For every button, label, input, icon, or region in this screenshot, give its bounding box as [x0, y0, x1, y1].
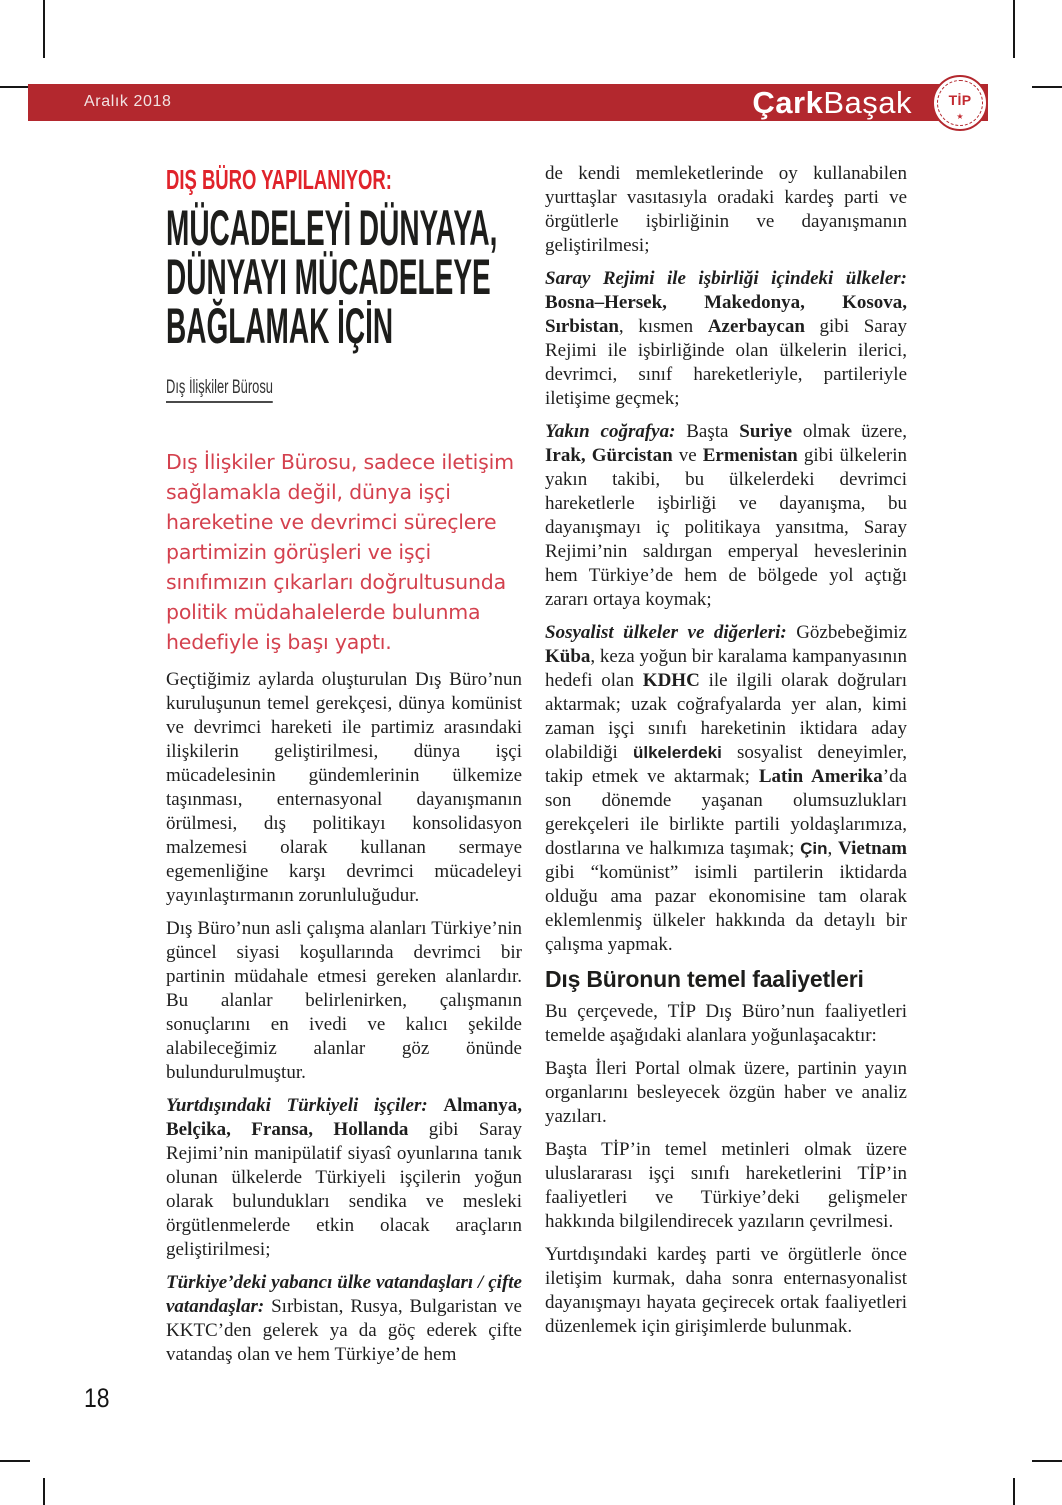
body-paragraph: [166, 1271, 522, 1367]
text-run: Suriye: [739, 421, 793, 442]
text-run: Bu çerçevede, TİP Dış Büro’nun faaliyetleri temelde aşağıdaki alanlara yoğunlaşacaktır:: [545, 1001, 907, 1047]
text-run: Sırbistan, Rusya, Bulgaristan ve KKTC’den gelerek ya da göç ederek çifte vatandaş olan ve hem Türkiye’de hem: [166, 1296, 522, 1365]
text-run: Yakın coğrafya:: [545, 421, 687, 442]
text-run: olmak üzere,: [792, 421, 907, 442]
crop-mark-top-right-h: [1032, 86, 1062, 88]
lead-paragraph: Dış İlişkiler Bürosu, sadece iletişim sağlamakla değil, dünya işçi hareketine ve devrimci süreçlere partimizin görüşleri ve işçi sınıfımızın çıkarları doğrultusunda politik müdahalelerde bulunma hedefiyle iş başı yaptı.: [166, 450, 514, 654]
text-run: Başta: [686, 421, 740, 442]
crop-mark-bottom-left-v: [43, 1478, 45, 1505]
text-run: gibi Saray Rejimi ile işbirliğinde olan ülkelerin ilerici, devrimci, sınıf hareketleriyle, partileriyle iletişime geçmek;: [545, 316, 907, 409]
header-bar: [28, 84, 988, 121]
byline-wrap: [166, 378, 273, 403]
page-number: 18: [84, 1383, 110, 1413]
masthead: [752, 87, 912, 118]
text-run: ülkelerdeki: [632, 743, 722, 762]
article-title-line: MÜCADELEYİ DÜNYAYA,: [166, 200, 498, 256]
text-run: gibi ülkelerin yakın takibi, bu ülkelerdeki devrimci hareketlerle işbirliği ve dayanışma, bu dayanışmayı iç politikaya yansıtma, Saray Rejimi’nin saldırgan emperyal heveslerinin hem Türkiye’de hem de bölgede yol açtığı zararı ortaya koymak;: [545, 445, 907, 610]
text-run: Yurtdışındaki kardeş parti ve örgütlerle önce iletişim kurmak, daha sonra enternasyonalist dayanışmayı hayata geçirecek ortak faaliyetleri düzenlemek için girişimlerde bulunmak.: [545, 1244, 907, 1338]
crop-mark-bottom-left-h: [0, 1460, 30, 1462]
body-column-left: [166, 668, 522, 1376]
body-paragraph: [545, 1243, 907, 1339]
body-paragraph: [166, 1094, 522, 1262]
article-title-line: BAĞLAMAK İÇİN: [166, 298, 394, 354]
text-run: gibi Saray Rejimi’nin manipülatif siyasî oyunlarına tanık olunan ülkelerde Türkiyeli işçilerin yoğun olarak bulundukları sendika ve mesleki örgütlenmelerde etkin olacak araçların geliştirilmesi;: [166, 1119, 522, 1260]
byline: Dış İlişkiler Bürosu: [166, 378, 273, 403]
issue-date: Aralık 2018: [84, 93, 172, 110]
text-run: ile ilgili olarak doğruları aktarmak; uzak coğrafyalarda yer alan, kimi zaman işçi sınıfı hareketinin iktidara aday olabildiği: [545, 670, 907, 763]
body-paragraph: [166, 668, 522, 908]
masthead-light: Başak: [823, 85, 912, 120]
article-kicker: DIŞ BÜRO YAPILANIYOR:: [166, 164, 392, 195]
text-run: KDHC: [642, 670, 700, 691]
text-run: Başta TİP’in temel metinleri olmak üzere uluslararası işçi sınıfı hareketlerini TİP’in faaliyetleri ve Türkiye’deki gelişmeler hakkında bilgilendirecek yazıların çevrilmesi.: [545, 1139, 907, 1233]
crop-mark-top-left-v: [43, 0, 45, 58]
text-run: sosyalist deneyimler, takip etmek ve aktarmak;: [545, 742, 908, 787]
section-heading: Dış Büronun temel faaliyetleri: [545, 966, 864, 992]
text-run: Dış Büro’nun asli çalışma alanları Türkiye’nin güncel siyasi koşullarında devrimci bir partinin müdahale etmesi gereken alanlardır. Bu alanlar belirlenirken, çalışmanın sonuçlarını en ivedi ve kalıcı şekilde alabileceğimiz alanlar göz önünde bulundurulmuştur.: [166, 918, 522, 1083]
crop-mark-top-left-h: [0, 86, 30, 88]
body-paragraph: [545, 420, 907, 612]
text-run: de kendi memleketlerinde oy kullanabilen yurttaşlar vasıtasıyla oradaki kardeş parti ve örgütlerle işbirliğinin ve dayanışmanın geliştirilmesi;: [545, 163, 907, 256]
body-column-right: [545, 162, 907, 1348]
text-run: Irak, Gürcistan: [545, 445, 673, 466]
text-run: Almanya, Belçika, Fransa, Hollanda: [166, 1095, 522, 1140]
text-run: , keza yoğun bir karalama kampanyasının hedefi olan: [545, 646, 907, 691]
crop-mark-bottom-right-h: [1032, 1460, 1062, 1462]
crop-mark-top-right-v: [1013, 0, 1015, 58]
masthead-bold: Çark: [752, 85, 824, 120]
text-run: , kısmen: [618, 316, 708, 337]
body-paragraph: [545, 162, 907, 258]
body-paragraph: [545, 1057, 907, 1129]
tip-logo-text: TİP: [948, 92, 972, 108]
text-run: Küba: [545, 646, 591, 667]
text-run: Sosyalist ülkeler ve diğerleri:: [545, 622, 797, 643]
text-run: Saray Rejimi ile işbirliği içindeki ülkeler:: [545, 268, 907, 289]
star-icon: ★: [956, 112, 964, 121]
text-run: Başta İleri Portal olmak üzere, partinin yayın organlarını besleyecek özgün haber ve analiz yazıları.: [545, 1058, 907, 1128]
body-paragraph: [545, 267, 907, 411]
text-run: Azerbaycan: [707, 316, 805, 337]
text-run: Ermenistan: [702, 445, 798, 466]
text-run: Bosna–Hersek, Makedonya, Kosova, Sırbistan: [545, 292, 907, 337]
crop-mark-bottom-right-v: [1013, 1478, 1015, 1505]
text-run: gibi “komünist” isimli partilerin iktidarda olduğu ama pazar ekonomisine tam olarak eklemlenmiş ülkeler hakkında da detaylı bir çalışma yapmak.: [545, 862, 907, 955]
text-run: Latin Amerika: [758, 766, 883, 787]
body-paragraph: [166, 917, 522, 1085]
text-run: Türkiye’deki yabancı ülke vatandaşları / çifte vatandaşlar:: [166, 1272, 522, 1317]
body-paragraph: [545, 621, 907, 957]
text-run: ve: [672, 445, 703, 466]
text-run: Vietnam: [838, 838, 907, 859]
text-run: Geçtiğimiz aylarda oluşturulan Dış Büro’nun kuruluşunun temel gerekçesi, dünya komünist ve devrimci hareketi ile partimiz arasındaki ilişkilerin geliştirilmesi, dünya işçi mücadelesinin gündemlerinin ülkemize taşınması, enternasyonal dayanışmanın örülmesi, dış politikayı konsolidasyon malzemesi olarak kullanan sermaye egemenliğine karşı devrimci mücadeleyi yayınlaştırmanın zorunluluğudur.: [166, 669, 522, 906]
tip-party-logo: [932, 75, 988, 131]
article-title-line: DÜNYAYI MÜCADELEYE: [166, 249, 491, 305]
body-paragraph: [545, 1138, 907, 1234]
text-run: ,: [827, 838, 839, 859]
text-run: Yurtdışındaki Türkiyeli işçiler:: [166, 1095, 444, 1116]
text-run: Çin: [800, 839, 828, 858]
body-paragraph: [545, 1000, 907, 1048]
text-run: Gözbebeğimiz: [796, 622, 907, 643]
text-run: ’da son dönemde yaşanan olumsuzlukları gerekçeleri ile birlikte partili yoldaşlarımıza, dostlarına ve halkımıza taşımak;: [545, 766, 908, 859]
